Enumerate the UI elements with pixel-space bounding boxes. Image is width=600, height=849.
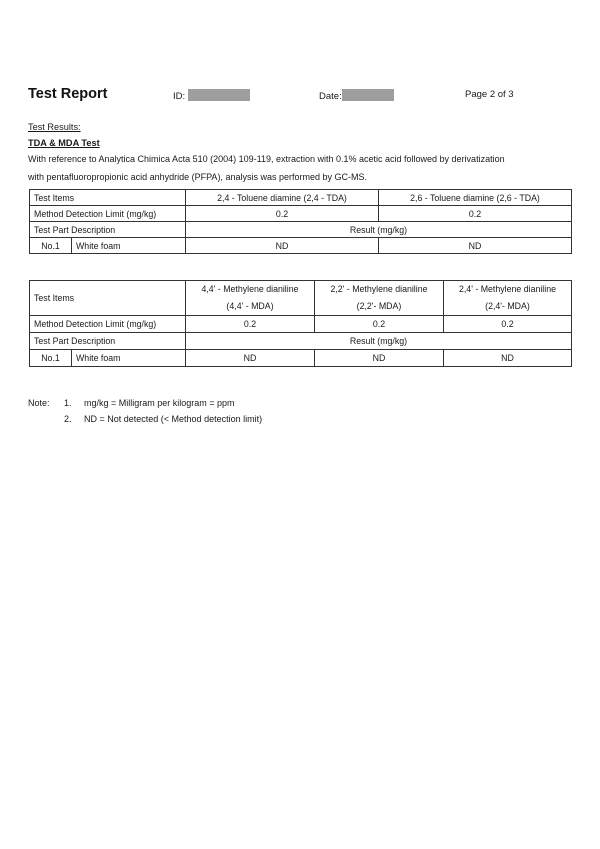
mdl-value: 0.2	[186, 316, 315, 333]
mda-24-abbr: (2,4'- MDA)	[485, 301, 530, 311]
result-value: ND	[186, 238, 379, 254]
table-row	[30, 333, 572, 350]
mda-44-name: 4,4' - Methylene dianiline	[201, 284, 299, 294]
table-row	[30, 190, 572, 206]
section-label: Test Results:	[28, 122, 81, 132]
method-description	[28, 150, 573, 186]
table-row	[30, 316, 572, 333]
id-field	[173, 89, 250, 102]
sample-description: White foam	[72, 350, 186, 367]
test-part-label: Test Part Description	[30, 333, 186, 350]
tda-26-header: 2,6 - Toluene diamine (2,6 - TDA)	[379, 190, 572, 206]
notes-label: Note:	[28, 398, 50, 408]
method-line-2: with pentafluoropropionic acid anhydride (PFPA), analysis was performed by GC-MS.	[28, 172, 367, 182]
mdl-value: 0.2	[315, 316, 444, 333]
result-value: ND	[315, 350, 444, 367]
mda-24-header	[444, 281, 572, 316]
tda-24-header: 2,4 - Toluene diamine (2,4 - TDA)	[186, 190, 379, 206]
mdl-value: 0.2	[186, 206, 379, 222]
note-text: mg/kg = Milligram per kilogram = ppm	[84, 398, 235, 408]
table-row	[30, 350, 572, 367]
result-value: ND	[444, 350, 572, 367]
page-number: Page 2 of 3	[465, 89, 514, 100]
mda-results-table	[29, 280, 572, 367]
result-unit-label: Result (mg/kg)	[186, 333, 572, 350]
note-number: 1.	[64, 398, 72, 408]
id-redaction	[188, 89, 250, 101]
test-items-label: Test Items	[30, 281, 186, 316]
mda-22-header	[315, 281, 444, 316]
mda-44-header	[186, 281, 315, 316]
test-title: TDA & MDA Test	[28, 138, 100, 148]
note-text: ND = Not detected (< Method detection limit)	[84, 414, 263, 424]
mda-44-abbr: (4,4' - MDA)	[226, 301, 274, 311]
test-items-label: Test Items	[30, 190, 186, 206]
mdl-value: 0.2	[444, 316, 572, 333]
date-redaction	[342, 89, 394, 101]
table-row	[30, 238, 572, 254]
mdl-label: Method Detection Limit (mg/kg)	[30, 206, 186, 222]
result-value: ND	[186, 350, 315, 367]
test-part-label: Test Part Description	[30, 222, 186, 238]
result-value: ND	[379, 238, 572, 254]
sample-number: No.1	[30, 350, 72, 367]
date-label: Date:	[319, 91, 342, 102]
report-header	[28, 86, 573, 106]
note-number: 2.	[64, 414, 72, 424]
id-label: ID:	[173, 91, 186, 102]
sample-number: No.1	[30, 238, 72, 254]
date-field	[319, 89, 394, 102]
table-row	[30, 222, 572, 238]
note-item	[64, 395, 235, 411]
note-item	[64, 411, 262, 427]
mda-24-name: 2,4' - Methylene dianiline	[458, 284, 557, 294]
table-row	[30, 281, 572, 316]
method-line-1: With reference to Analytica Chimica Acta 510 (2004) 109-119, extraction with 0.1% acetic acid followed by derivatization	[28, 154, 505, 164]
mda-22-name: 2,2' - Methylene dianiline	[330, 284, 428, 294]
sample-description: White foam	[72, 238, 186, 254]
mdl-label: Method Detection Limit (mg/kg)	[30, 316, 186, 333]
result-unit-label: Result (mg/kg)	[186, 222, 572, 238]
mdl-value: 0.2	[379, 206, 572, 222]
table-row	[30, 206, 572, 222]
mda-22-abbr: (2,2'- MDA)	[356, 301, 402, 311]
tda-results-table	[29, 189, 572, 254]
report-title: Test Report	[28, 86, 108, 102]
